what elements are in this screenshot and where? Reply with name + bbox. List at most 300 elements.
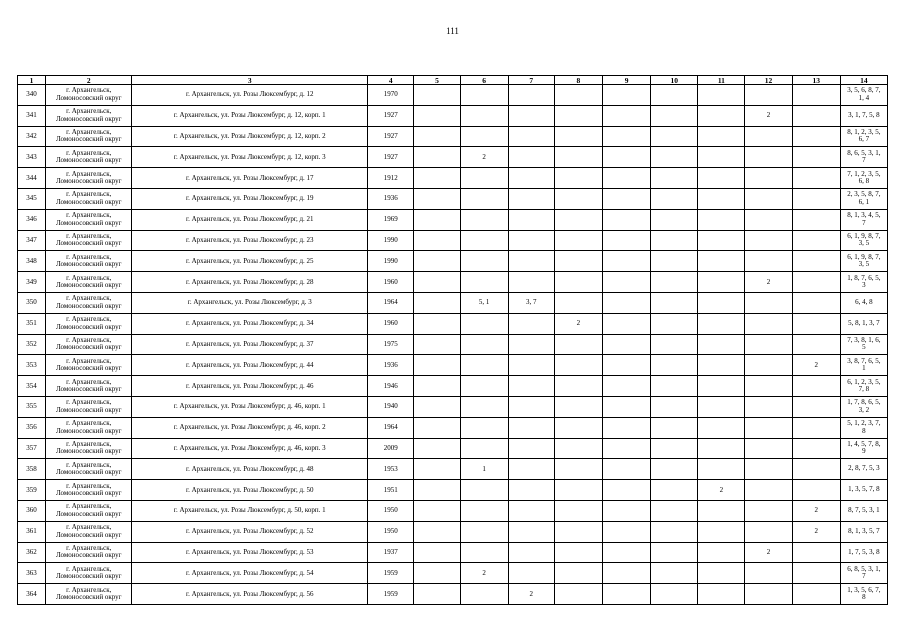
address-cell: г. Архангельск, ул. Розы Люксембург, д. 46, корп. 1: [132, 396, 368, 417]
column-13-cell: [792, 459, 840, 480]
column-14-cell-line: 3, 5, 6, 8, 7,: [847, 86, 881, 95]
row-number-cell: 349: [18, 272, 46, 293]
year-cell: 1936: [368, 355, 414, 376]
year-cell: 1936: [368, 188, 414, 209]
row-number-cell: 359: [18, 480, 46, 501]
table-row: [18, 334, 888, 355]
column-12-cell: [745, 126, 792, 147]
district-cell-line: г. Архангельск,: [66, 564, 112, 573]
table-row: [18, 147, 888, 168]
column-9-cell: [602, 355, 650, 376]
column-7-cell: [508, 563, 554, 584]
column-13-cell: [792, 438, 840, 459]
column-6-cell: [460, 105, 508, 126]
district-cell-line: г. Архангельск,: [66, 439, 112, 448]
column-14-cell-line: 3, 8, 7, 6, 5,: [847, 356, 881, 365]
table-row: [18, 188, 888, 209]
column-9-cell: [602, 105, 650, 126]
column-5-cell: [414, 563, 460, 584]
column-11-cell: [698, 168, 745, 189]
column-9-cell: [602, 500, 650, 521]
column-5-cell: [414, 542, 460, 563]
table-row: [18, 292, 888, 313]
column-14-cell: [840, 542, 887, 563]
district-cell-line: Ломоносовский округ: [55, 593, 122, 602]
column-9-cell: [602, 459, 650, 480]
address-cell: г. Архангельск, ул. Розы Люксембург, д. 34: [132, 313, 368, 334]
column-6-cell: [460, 334, 508, 355]
district-cell: [46, 563, 132, 584]
column-8-cell: [554, 168, 602, 189]
column-14-cell-line: 3: [862, 281, 866, 290]
column-11-cell: [698, 417, 745, 438]
column-14-cell: [840, 209, 887, 230]
column-11-cell: [698, 334, 745, 355]
address-cell: г. Архангельск, ул. Розы Люксембург, д. 23: [132, 230, 368, 251]
column-7-cell: [508, 459, 554, 480]
column-7-cell: [508, 188, 554, 209]
column-11-cell: [698, 521, 745, 542]
column-10-cell: [651, 376, 698, 397]
table-row: [18, 126, 888, 147]
address-cell: г. Архангельск, ул. Розы Люксембург, д. 3: [132, 292, 368, 313]
column-11-cell: [698, 292, 745, 313]
year-cell: 1990: [368, 251, 414, 272]
column-14-cell: [840, 85, 887, 106]
column-6-cell: [460, 272, 508, 293]
column-11-cell: [698, 396, 745, 417]
year-cell: 1927: [368, 105, 414, 126]
district-cell-line: Ломоносовский округ: [55, 218, 122, 227]
column-5-cell: [414, 313, 460, 334]
district-cell: [46, 230, 132, 251]
column-6-cell: [460, 376, 508, 397]
column-7-cell: [508, 272, 554, 293]
year-cell: 1969: [368, 209, 414, 230]
column-7-cell: [508, 438, 554, 459]
column-10-cell: [651, 500, 698, 521]
column-6-cell: [460, 168, 508, 189]
column-10-cell: [651, 334, 698, 355]
district-cell-line: Ломоносовский округ: [55, 489, 122, 498]
column-header-2: 2: [46, 76, 132, 85]
column-8-cell: [554, 500, 602, 521]
column-14-cell-line: 6, 8, 5, 3, 1,: [847, 564, 881, 573]
column-14-cell-line: 5, 1, 2, 3, 7,: [847, 419, 881, 428]
district-cell-line: Ломоносовский округ: [55, 114, 122, 123]
column-header-10: 10: [651, 76, 698, 85]
column-13-cell: [792, 292, 840, 313]
column-11-cell: [698, 563, 745, 584]
column-14-cell: [840, 126, 887, 147]
column-14-cell-line: 3, 1, 7, 5, 8: [848, 110, 880, 119]
column-12-cell: [745, 334, 792, 355]
column-14-cell: [840, 292, 887, 313]
column-10-cell: [651, 85, 698, 106]
table-row: [18, 542, 888, 563]
column-14-cell: [840, 396, 887, 417]
column-5-cell: [414, 500, 460, 521]
district-cell-line: Ломоносовский округ: [55, 301, 122, 310]
column-9-cell: [602, 438, 650, 459]
column-5-cell: [414, 126, 460, 147]
column-14-cell: [840, 417, 887, 438]
column-8-cell: [554, 230, 602, 251]
district-cell: [46, 480, 132, 501]
column-13-cell: [792, 396, 840, 417]
column-6-cell: [460, 85, 508, 106]
column-14-cell-line: 8: [862, 426, 866, 435]
column-14-cell-line: 1, 8, 7, 6, 5,: [847, 273, 881, 282]
column-9-cell: [602, 147, 650, 168]
district-cell-line: Ломоносовский округ: [55, 530, 122, 539]
district-cell: [46, 396, 132, 417]
column-14-cell: [840, 480, 887, 501]
address-cell: г. Архангельск, ул. Розы Люксембург, д. 44: [132, 355, 368, 376]
address-cell: г. Архангельск, ул. Розы Люксембург, д. 12, корп. 3: [132, 147, 368, 168]
address-cell: г. Архангельск, ул. Розы Люксембург, д. 46, корп. 2: [132, 417, 368, 438]
row-number-cell: 355: [18, 396, 46, 417]
page-number: 111: [446, 26, 459, 36]
table-row: [18, 376, 888, 397]
row-number-cell: 361: [18, 521, 46, 542]
column-12-cell: [745, 147, 792, 168]
column-14-cell-line: 8, 7, 5, 3, 1: [848, 506, 880, 515]
row-number-cell: 353: [18, 355, 46, 376]
district-cell-line: г. Архангельск,: [66, 294, 112, 303]
column-7-cell: [508, 230, 554, 251]
year-cell: 1953: [368, 459, 414, 480]
table-row: [18, 438, 888, 459]
column-14-cell-line: 2, 8, 7, 5, 3: [848, 464, 880, 473]
column-5-cell: [414, 105, 460, 126]
column-13-cell: [792, 334, 840, 355]
column-5-cell: [414, 438, 460, 459]
column-14-cell-line: 7, 3, 8, 1, 6,: [847, 335, 881, 344]
district-cell: [46, 251, 132, 272]
column-14-cell-line: 1, 3, 5, 6, 7,: [847, 585, 881, 594]
address-cell: г. Архангельск, ул. Розы Люксембург, д. 12, корп. 1: [132, 105, 368, 126]
column-11-cell: [698, 230, 745, 251]
column-8-cell: [554, 85, 602, 106]
year-cell: 1912: [368, 168, 414, 189]
column-6-cell: [460, 126, 508, 147]
district-cell-line: г. Архангельск,: [66, 86, 112, 95]
column-6-cell: [460, 230, 508, 251]
district-cell-line: г. Архангельск,: [66, 398, 112, 407]
column-8-cell: [554, 251, 602, 272]
column-12-cell: [745, 230, 792, 251]
column-12-cell: [745, 355, 792, 376]
column-14-cell-line: 6, 1: [858, 197, 870, 206]
column-5-cell: [414, 459, 460, 480]
column-14-cell-line: 1, 4, 5, 7, 8,: [847, 439, 881, 448]
column-6-cell: [460, 521, 508, 542]
column-11-cell: [698, 209, 745, 230]
address-cell: г. Архангельск, ул. Розы Люксембург, д. 25: [132, 251, 368, 272]
year-cell: 2009: [368, 438, 414, 459]
column-8-cell: [554, 563, 602, 584]
district-cell-line: г. Архангельск,: [66, 107, 112, 116]
district-cell-line: г. Архангельск,: [66, 169, 112, 178]
column-14-cell-line: 6, 1, 9, 8, 7,: [847, 252, 881, 261]
district-cell: [46, 438, 132, 459]
column-13-cell: [792, 376, 840, 397]
column-9-cell: [602, 126, 650, 147]
column-14-cell-line: 7, 8: [858, 385, 870, 394]
district-cell-line: Ломоносовский округ: [55, 468, 122, 477]
address-cell: г. Архангельск, ул. Розы Люксембург, д. 21: [132, 209, 368, 230]
row-number-cell: 352: [18, 334, 46, 355]
row-number-cell: 363: [18, 563, 46, 584]
column-9-cell: [602, 396, 650, 417]
row-number-cell: 343: [18, 147, 46, 168]
district-cell-line: г. Архангельск,: [66, 211, 112, 220]
column-9-cell: [602, 563, 650, 584]
column-5-cell: [414, 417, 460, 438]
address-cell: г. Архангельск, ул. Розы Люксембург, д. 56: [132, 584, 368, 605]
column-9-cell: [602, 521, 650, 542]
table-body: [18, 85, 888, 605]
district-cell: [46, 500, 132, 521]
column-14-cell: [840, 584, 887, 605]
column-8-cell: [554, 334, 602, 355]
district-cell-line: г. Архангельск,: [66, 335, 112, 344]
column-6-cell: [460, 188, 508, 209]
column-6-cell: [460, 584, 508, 605]
column-header-14: 14: [840, 76, 887, 85]
housing-registry-table: [17, 75, 888, 605]
district-cell-line: г. Архангельск,: [66, 315, 112, 324]
column-13-cell: [792, 584, 840, 605]
column-13-cell: [792, 85, 840, 106]
district-cell-line: г. Архангельск,: [66, 543, 112, 552]
district-cell-line: Ломоносовский округ: [55, 551, 122, 560]
district-cell-line: г. Архангельск,: [66, 127, 112, 136]
year-cell: 1946: [368, 376, 414, 397]
column-13-cell: 2: [792, 500, 840, 521]
row-number-cell: 348: [18, 251, 46, 272]
column-12-cell: 2: [745, 542, 792, 563]
column-14-cell-line: 7: [862, 218, 866, 227]
column-14-cell: [840, 563, 887, 584]
year-cell: 1927: [368, 147, 414, 168]
table-row: [18, 417, 888, 438]
column-6-cell: [460, 209, 508, 230]
column-14-cell-line: 8, 6, 5, 3, 1,: [847, 148, 881, 157]
district-cell: [46, 188, 132, 209]
column-11-cell: [698, 376, 745, 397]
district-cell: [46, 147, 132, 168]
year-cell: 1960: [368, 313, 414, 334]
district-cell-line: г. Архангельск,: [66, 460, 112, 469]
district-cell: [46, 584, 132, 605]
column-14-cell-line: 1: [862, 364, 866, 373]
column-8-cell: [554, 542, 602, 563]
column-8-cell: [554, 584, 602, 605]
column-14-cell-line: 6, 1, 9, 8, 7,: [847, 231, 881, 240]
column-6-cell: [460, 438, 508, 459]
column-10-cell: [651, 355, 698, 376]
column-14-cell-line: 8: [862, 593, 866, 602]
row-number-cell: 364: [18, 584, 46, 605]
column-10-cell: [651, 292, 698, 313]
column-11-cell: 2: [698, 480, 745, 501]
column-8-cell: [554, 126, 602, 147]
column-10-cell: [651, 251, 698, 272]
column-12-cell: [745, 521, 792, 542]
row-number-cell: 358: [18, 459, 46, 480]
address-cell: г. Архангельск, ул. Розы Люксембург, д. 12: [132, 85, 368, 106]
district-cell-line: г. Архангельск,: [66, 148, 112, 157]
column-7-cell: [508, 500, 554, 521]
column-header-11: 11: [698, 76, 745, 85]
column-10-cell: [651, 542, 698, 563]
district-cell-line: г. Архангельск,: [66, 356, 112, 365]
column-10-cell: [651, 188, 698, 209]
column-12-cell: [745, 417, 792, 438]
column-6-cell: [460, 396, 508, 417]
year-cell: 1964: [368, 417, 414, 438]
district-cell-line: г. Архангельск,: [66, 502, 112, 511]
column-7-cell: [508, 334, 554, 355]
column-5-cell: [414, 292, 460, 313]
column-10-cell: [651, 417, 698, 438]
district-cell-line: г. Архангельск,: [66, 523, 112, 532]
column-9-cell: [602, 168, 650, 189]
column-6-cell: 1: [460, 459, 508, 480]
column-7-cell: [508, 168, 554, 189]
column-6-cell: [460, 355, 508, 376]
column-11-cell: [698, 355, 745, 376]
column-5-cell: [414, 334, 460, 355]
column-10-cell: [651, 563, 698, 584]
column-10-cell: [651, 480, 698, 501]
column-11-cell: [698, 105, 745, 126]
row-number-cell: 357: [18, 438, 46, 459]
address-cell: г. Архангельск, ул. Розы Люксембург, д. 19: [132, 188, 368, 209]
year-cell: 1927: [368, 126, 414, 147]
column-12-cell: [745, 85, 792, 106]
column-7-cell: 2: [508, 584, 554, 605]
district-cell: [46, 272, 132, 293]
address-cell: г. Архангельск, ул. Розы Люксембург, д. 37: [132, 334, 368, 355]
column-5-cell: [414, 251, 460, 272]
district-cell-line: г. Архангельск,: [66, 377, 112, 386]
district-cell-line: г. Архангельск,: [66, 419, 112, 428]
column-8-cell: [554, 417, 602, 438]
table-row: [18, 500, 888, 521]
address-cell: г. Архангельск, ул. Розы Люксембург, д. 52: [132, 521, 368, 542]
address-cell: г. Архангельск, ул. Розы Люксембург, д. 50, корп. 1: [132, 500, 368, 521]
table-row: [18, 459, 888, 480]
column-12-cell: [745, 459, 792, 480]
district-cell: [46, 459, 132, 480]
column-9-cell: [602, 584, 650, 605]
column-10-cell: [651, 230, 698, 251]
column-6-cell: 2: [460, 563, 508, 584]
column-6-cell: [460, 313, 508, 334]
column-14-cell-line: 3, 5: [858, 260, 870, 269]
column-header-9: 9: [602, 76, 650, 85]
district-cell: [46, 313, 132, 334]
column-11-cell: [698, 459, 745, 480]
column-10-cell: [651, 396, 698, 417]
district-cell-line: Ломоносовский округ: [55, 197, 122, 206]
column-9-cell: [602, 272, 650, 293]
column-12-cell: [745, 376, 792, 397]
column-14-cell-line: 6, 4, 8: [855, 298, 873, 307]
column-8-cell: [554, 292, 602, 313]
column-7-cell: [508, 521, 554, 542]
column-12-cell: [745, 480, 792, 501]
column-5-cell: [414, 396, 460, 417]
column-11-cell: [698, 584, 745, 605]
district-cell: [46, 334, 132, 355]
row-number-cell: 346: [18, 209, 46, 230]
district-cell-line: Ломоносовский округ: [55, 135, 122, 144]
column-11-cell: [698, 272, 745, 293]
column-6-cell: 5, 1: [460, 292, 508, 313]
column-14-cell-line: 7: [862, 572, 866, 581]
column-9-cell: [602, 251, 650, 272]
year-cell: 1960: [368, 272, 414, 293]
column-13-cell: [792, 168, 840, 189]
column-9-cell: [602, 334, 650, 355]
column-13-cell: [792, 542, 840, 563]
column-header-12: 12: [745, 76, 792, 85]
year-cell: 1940: [368, 396, 414, 417]
column-5-cell: [414, 188, 460, 209]
row-number-cell: 344: [18, 168, 46, 189]
column-14-cell-line: 8, 1, 3, 5, 7: [848, 526, 880, 535]
column-7-cell: [508, 542, 554, 563]
column-5-cell: [414, 376, 460, 397]
column-8-cell: [554, 459, 602, 480]
column-14-cell: [840, 188, 887, 209]
column-11-cell: [698, 500, 745, 521]
table-row: [18, 251, 888, 272]
address-cell: г. Архангельск, ул. Розы Люксембург, д. 48: [132, 459, 368, 480]
district-cell-line: г. Архангельск,: [66, 585, 112, 594]
column-10-cell: [651, 313, 698, 334]
year-cell: 1975: [368, 334, 414, 355]
column-14-cell: [840, 521, 887, 542]
column-9-cell: [602, 188, 650, 209]
column-5-cell: [414, 147, 460, 168]
district-cell: [46, 209, 132, 230]
column-7-cell: [508, 480, 554, 501]
row-number-cell: 351: [18, 313, 46, 334]
column-14-cell-line: 2, 3, 5, 8, 7,: [847, 190, 881, 199]
column-13-cell: 2: [792, 521, 840, 542]
column-6-cell: [460, 251, 508, 272]
district-cell-line: Ломоносовский округ: [55, 177, 122, 186]
district-cell-line: Ломоносовский округ: [55, 509, 122, 518]
column-8-cell: [554, 480, 602, 501]
column-12-cell: [745, 251, 792, 272]
address-cell: г. Архангельск, ул. Розы Люксембург, д. 28: [132, 272, 368, 293]
table-row: [18, 480, 888, 501]
column-8-cell: [554, 147, 602, 168]
column-10-cell: [651, 147, 698, 168]
column-10-cell: [651, 584, 698, 605]
column-14-cell: [840, 355, 887, 376]
column-7-cell: [508, 147, 554, 168]
column-10-cell: [651, 209, 698, 230]
table-row: [18, 85, 888, 106]
column-13-cell: [792, 563, 840, 584]
